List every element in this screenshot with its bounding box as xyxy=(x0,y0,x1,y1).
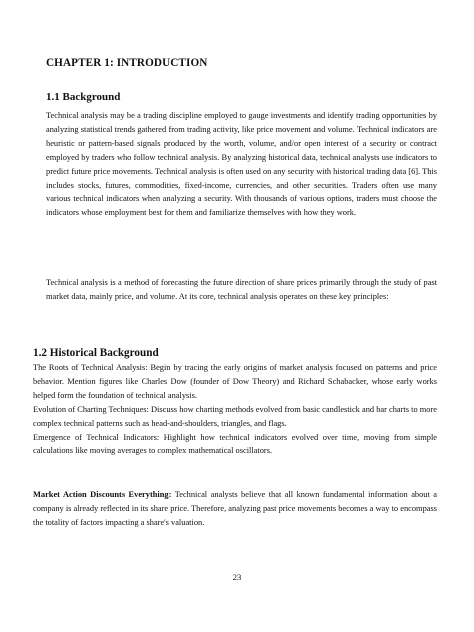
chapter-title: CHAPTER 1: INTRODUCTION xyxy=(46,57,208,69)
page-number: 23 xyxy=(232,572,242,582)
historical-item-indicators: Emergence of Technical Indicators: Highlight how technical indicators evolved over time, moving from simple calculations like moving averages to complex mathematical oscillators. xyxy=(33,432,437,456)
section-heading-background: 1.1 Background xyxy=(46,91,121,103)
principle-lead: Market Action Discounts Everything: xyxy=(33,490,172,499)
background-paragraph-2: Technical analysis is a method of forecasting the future direction of share prices primarily through the study of past market data, mainly price, and volume. At its core, technical analysis operates on these key principles: xyxy=(46,278,437,301)
section-heading-historical: 1.2 Historical Background xyxy=(33,347,159,359)
historical-item-roots: The Roots of Technical Analysis: Begin by tracing the early origins of market analysis focused on patterns and price behavior. Mention figures like Charles Dow (founder of Dow Theory) and Richard Schabacker, whose early works helped form the foundation of technical analysis. xyxy=(33,363,437,400)
background-paragraph-1: Technical analysis may be a trading discipline employed to gauge investments and identify trading opportunities by analyzing statistical trends gathered from trading activity, like price movement and volume. Technical indicators are heuristic or pattern-based signals produced by the worth, volume, and/or open interest of a security or contract employed by traders who follow technical analysis. By analyzing historical data, technical analysts use indicators to predict future price movements. Technical analysis is often used on any security with historical trading data [6]. This includes stocks, futures, commodities, fixed-income, currencies, and other securities. Traders often use many various technical indicators when analyzing a security. With thousands of various options, traders must choose the indicators whose employment best for them and familiarize themselves with how they work. xyxy=(46,111,437,218)
principle-paragraph xyxy=(33,488,437,530)
principle-text: Technical analysts believe that all known fundamental information about a company is already reflected in its share price. Therefore, analyzing past price movements becomes a way to encompass the totality of factors impacting a share's valuation. xyxy=(33,490,437,527)
historical-paragraph xyxy=(33,361,437,458)
historical-item-charting: Evolution of Charting Techniques: Discuss how charting methods evolved from basic candlestick and bar charts to more complex technical patterns such as head-and-shoulders, triangles, and flags. xyxy=(33,404,437,428)
